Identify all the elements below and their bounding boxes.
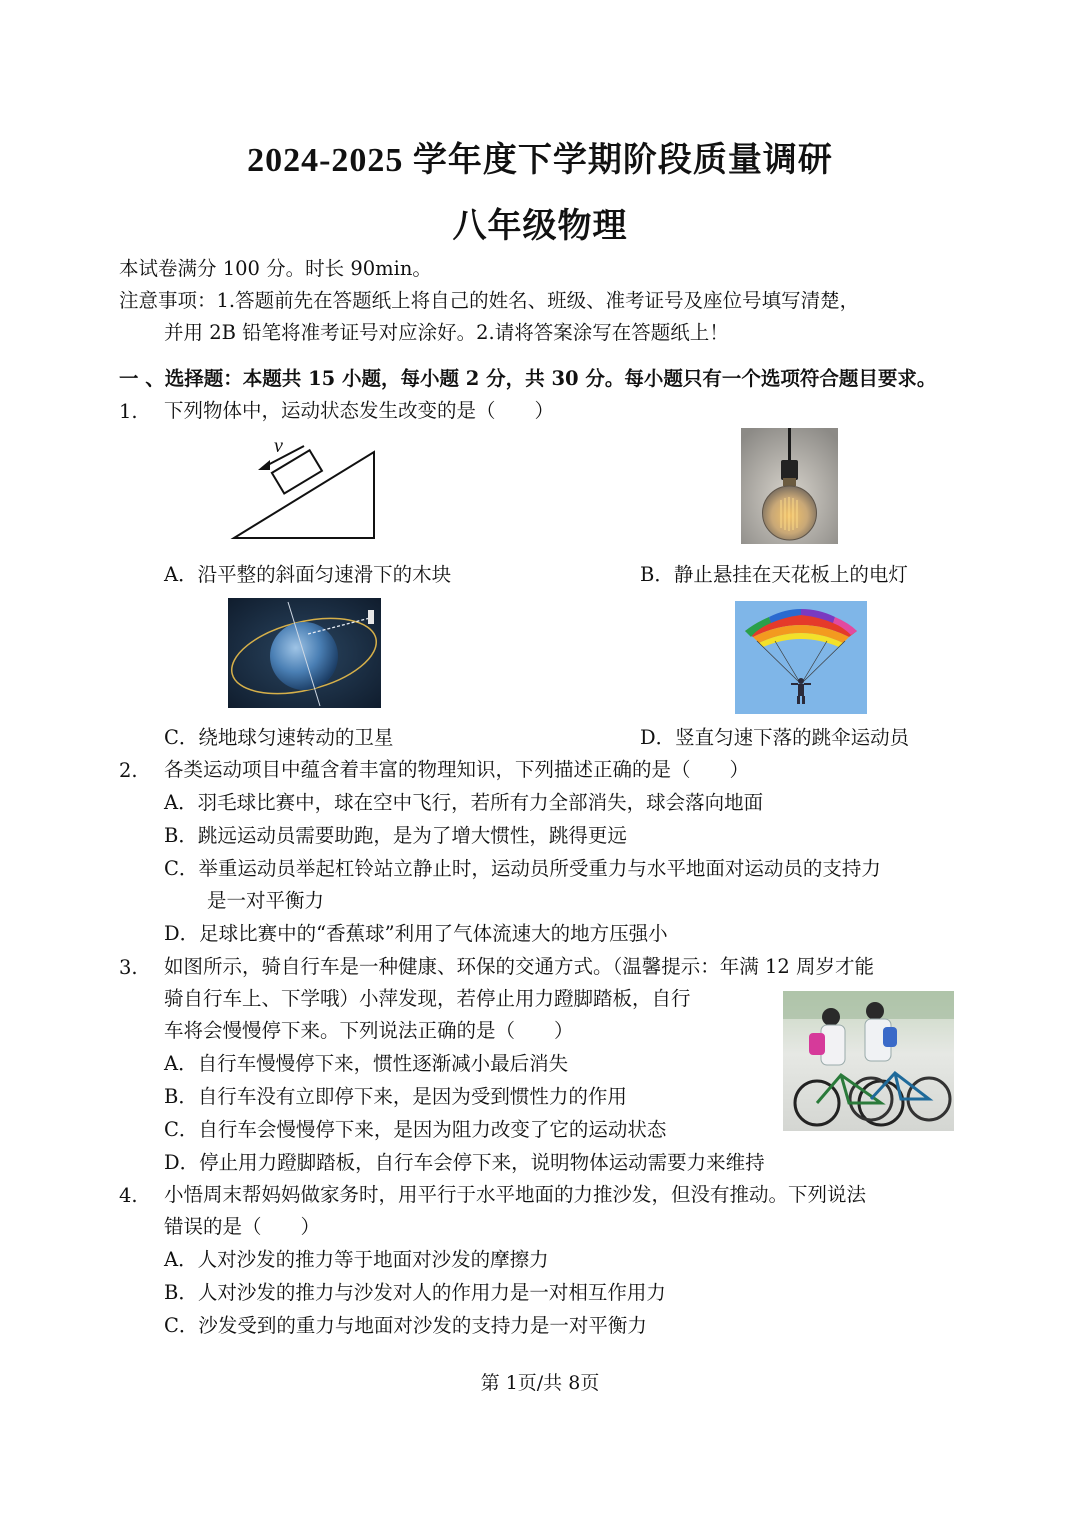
- q2-option-c-line1: C．举重运动员举起杠铃站立静止时，运动员所受重力与水平地面对运动员的支持力: [164, 857, 881, 880]
- q3-option-a: A．自行车慢慢停下来，惯性逐渐减小最后消失: [164, 1052, 569, 1075]
- question-4-stem-line1: 小悟周末帮妈妈做家务时，用平行于水平地面的力推沙发，但没有推动。下列说法: [164, 1183, 867, 1206]
- q4-option-a: A．人对沙发的推力等于地面对沙发的摩擦力: [164, 1248, 549, 1271]
- cyclists-figure: [783, 991, 954, 1131]
- satellite-icon: [368, 610, 374, 624]
- page-title: 2024-2025 学年度下学期阶段质量调研: [247, 142, 833, 179]
- q2-option-a: A．羽毛球比赛中，球在空中飞行，若所有力全部消失，球会落向地面: [164, 791, 764, 814]
- notice-line-2: 并用 2B 铅笔将准考证号对应涂好。2.请将答案涂写在答题纸上！: [164, 321, 729, 344]
- hanging-bulb-figure: [741, 428, 838, 544]
- page-subtitle: 八年级物理: [452, 208, 628, 245]
- bulb-socket: [781, 460, 798, 480]
- incline-block-figure: [226, 432, 386, 544]
- q1-option-a: A．沿平整的斜面匀速滑下的木块: [164, 563, 452, 586]
- question-2-number: 2.: [119, 759, 138, 782]
- question-3-stem-line1: 如图所示，骑自行车是一种健康、环保的交通方式。（温馨提示：年满 12 周岁才能: [164, 955, 874, 978]
- question-3-stem-line2: 骑自行车上、下学哦）小萍发现，若停止用力蹬脚踏板，自行: [164, 987, 691, 1010]
- arrow-head-icon: [258, 460, 270, 470]
- q3-option-c: C．自行车会慢慢停下来，是因为阻力改变了它的运动状态: [164, 1118, 667, 1141]
- q2-option-c-line2: 是一对平衡力: [207, 889, 325, 912]
- parachutist-figure: [735, 601, 867, 714]
- bulb-cord: [788, 428, 791, 462]
- question-1-stem: 下列物体中，运动状态发生改变的是（ ）: [164, 399, 555, 422]
- q3-option-b: B．自行车没有立即停下来，是因为受到惯性力的作用: [164, 1085, 627, 1108]
- q1-option-c: C．绕地球匀速转动的卫星: [164, 726, 394, 749]
- q4-option-b: B．人对沙发的推力与沙发对人的作用力是一对相互作用力: [164, 1281, 666, 1304]
- question-3-stem-line3: 车将会慢慢停下来。下列说法正确的是（ ）: [164, 1019, 574, 1042]
- velocity-label: v: [274, 435, 283, 457]
- question-4-number: 4.: [119, 1184, 138, 1207]
- q4-option-c: C．沙发受到的重力与地面对沙发的支持力是一对平衡力: [164, 1314, 647, 1337]
- q3-option-d: D．停止用力蹬脚踏板，自行车会停下来，说明物体运动需要力来维持: [164, 1151, 765, 1174]
- q1-option-b: B．静止悬挂在天花板上的电灯: [640, 563, 908, 586]
- earth-satellite-figure: [228, 598, 381, 708]
- notice-line-1: 注意事项：1.答题前先在答题纸上将自己的姓名、班级、准考证号及座位号填写清楚，: [119, 289, 860, 312]
- page-number: 第 1页/共 8页: [480, 1372, 600, 1394]
- question-3-number: 3.: [119, 956, 138, 979]
- q2-option-d: D．足球比赛中的“香蕉球”利用了气体流速大的地方压强小: [164, 922, 668, 945]
- question-1-number: 1.: [119, 400, 138, 423]
- question-2-stem: 各类运动项目中蕴含着丰富的物理知识，下列描述正确的是（ ）: [164, 758, 750, 781]
- q1-option-d: D．竖直匀速下落的跳伞运动员: [640, 726, 910, 749]
- section-heading: 一 、选择题：本题共 15 小题，每小题 2 分，共 30 分。每小题只有一个选项符合题目要求。: [119, 367, 937, 390]
- pink-backpack: [809, 1033, 825, 1055]
- question-4-stem-line2: 错误的是（ ）: [164, 1215, 321, 1238]
- earth-globe: [270, 622, 338, 690]
- q2-option-b: B．跳远运动员需要助跑，是为了增大惯性，跳得更远: [164, 824, 627, 847]
- score-line: 本试卷满分 100 分。时长 90min。: [119, 257, 432, 280]
